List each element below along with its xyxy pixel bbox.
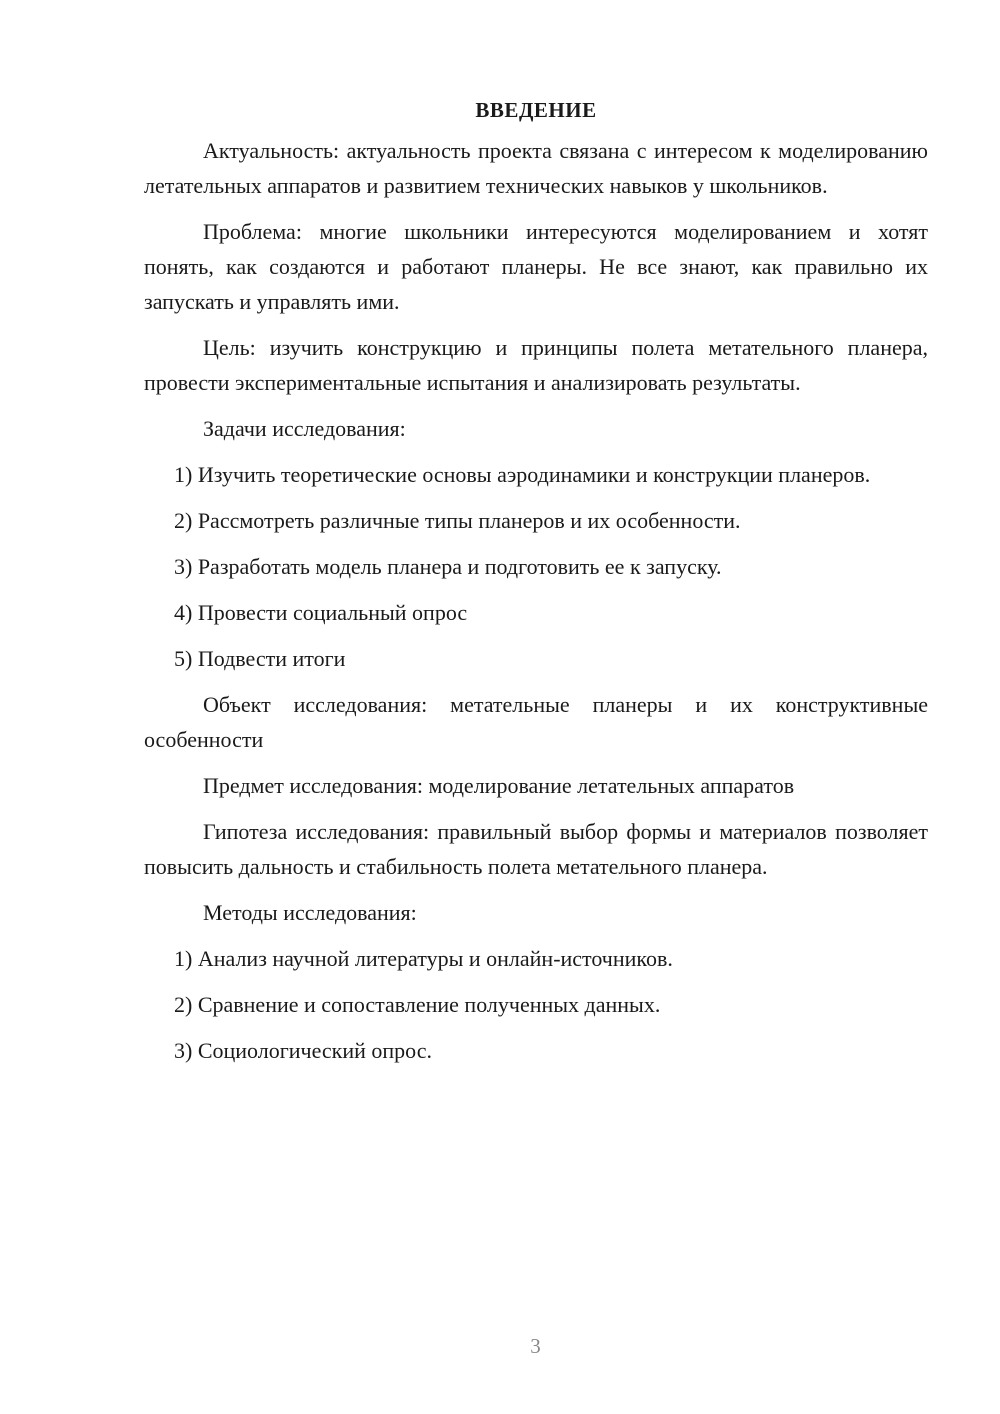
- tasks-heading: Задачи исследования:: [203, 416, 406, 441]
- methods-heading: Методы исследования:: [203, 900, 417, 925]
- task-item-5: 5) Подвести итоги: [174, 646, 346, 671]
- task-item-2: 2) Рассмотреть различные типы планеров и их особенности.: [174, 508, 741, 533]
- section-title: ВВЕДЕНИЕ: [475, 98, 597, 122]
- method-item-2: 2) Сравнение и сопоставление полученных данных.: [174, 992, 661, 1017]
- goal-paragraph: Цель: изучить конструкцию и принципы полета метательного планера, провести экспериментальные испытания и анализировать результаты.: [144, 335, 928, 395]
- page-content: [144, 93, 928, 1079]
- task-item-4: 4) Провести социальный опрос: [174, 600, 468, 625]
- problem-paragraph: Проблема: многие школьники интересуются моделированием и хотят понять, как создаются и работают планеры. Не все знают, как правильно их запускать и управлять ими.: [144, 219, 928, 314]
- method-item-3: 3) Социологический опрос.: [174, 1038, 432, 1063]
- relevance-paragraph: Актуальность: актуальность проекта связана с интересом к моделированию летательных аппаратов и развитием технических навыков у школьников.: [144, 138, 928, 198]
- task-item-3: 3) Разработать модель планера и подготовить ее к запуску.: [174, 554, 722, 579]
- page-number: 3: [530, 1334, 541, 1358]
- research-subject-paragraph: Предмет исследования: моделирование летательных аппаратов: [203, 773, 795, 798]
- method-item-1: 1) Анализ научной литературы и онлайн-источников.: [174, 946, 673, 971]
- research-hypothesis-paragraph: Гипотеза исследования: правильный выбор формы и материалов позволяет повысить дальность и стабильность полета метательного планера.: [144, 819, 928, 879]
- research-object-paragraph: Объект исследования: метательные планеры и их конструктивные особенности: [144, 692, 928, 752]
- task-item-1: 1) Изучить теоретические основы аэродинамики и конструкции планеров.: [174, 462, 871, 487]
